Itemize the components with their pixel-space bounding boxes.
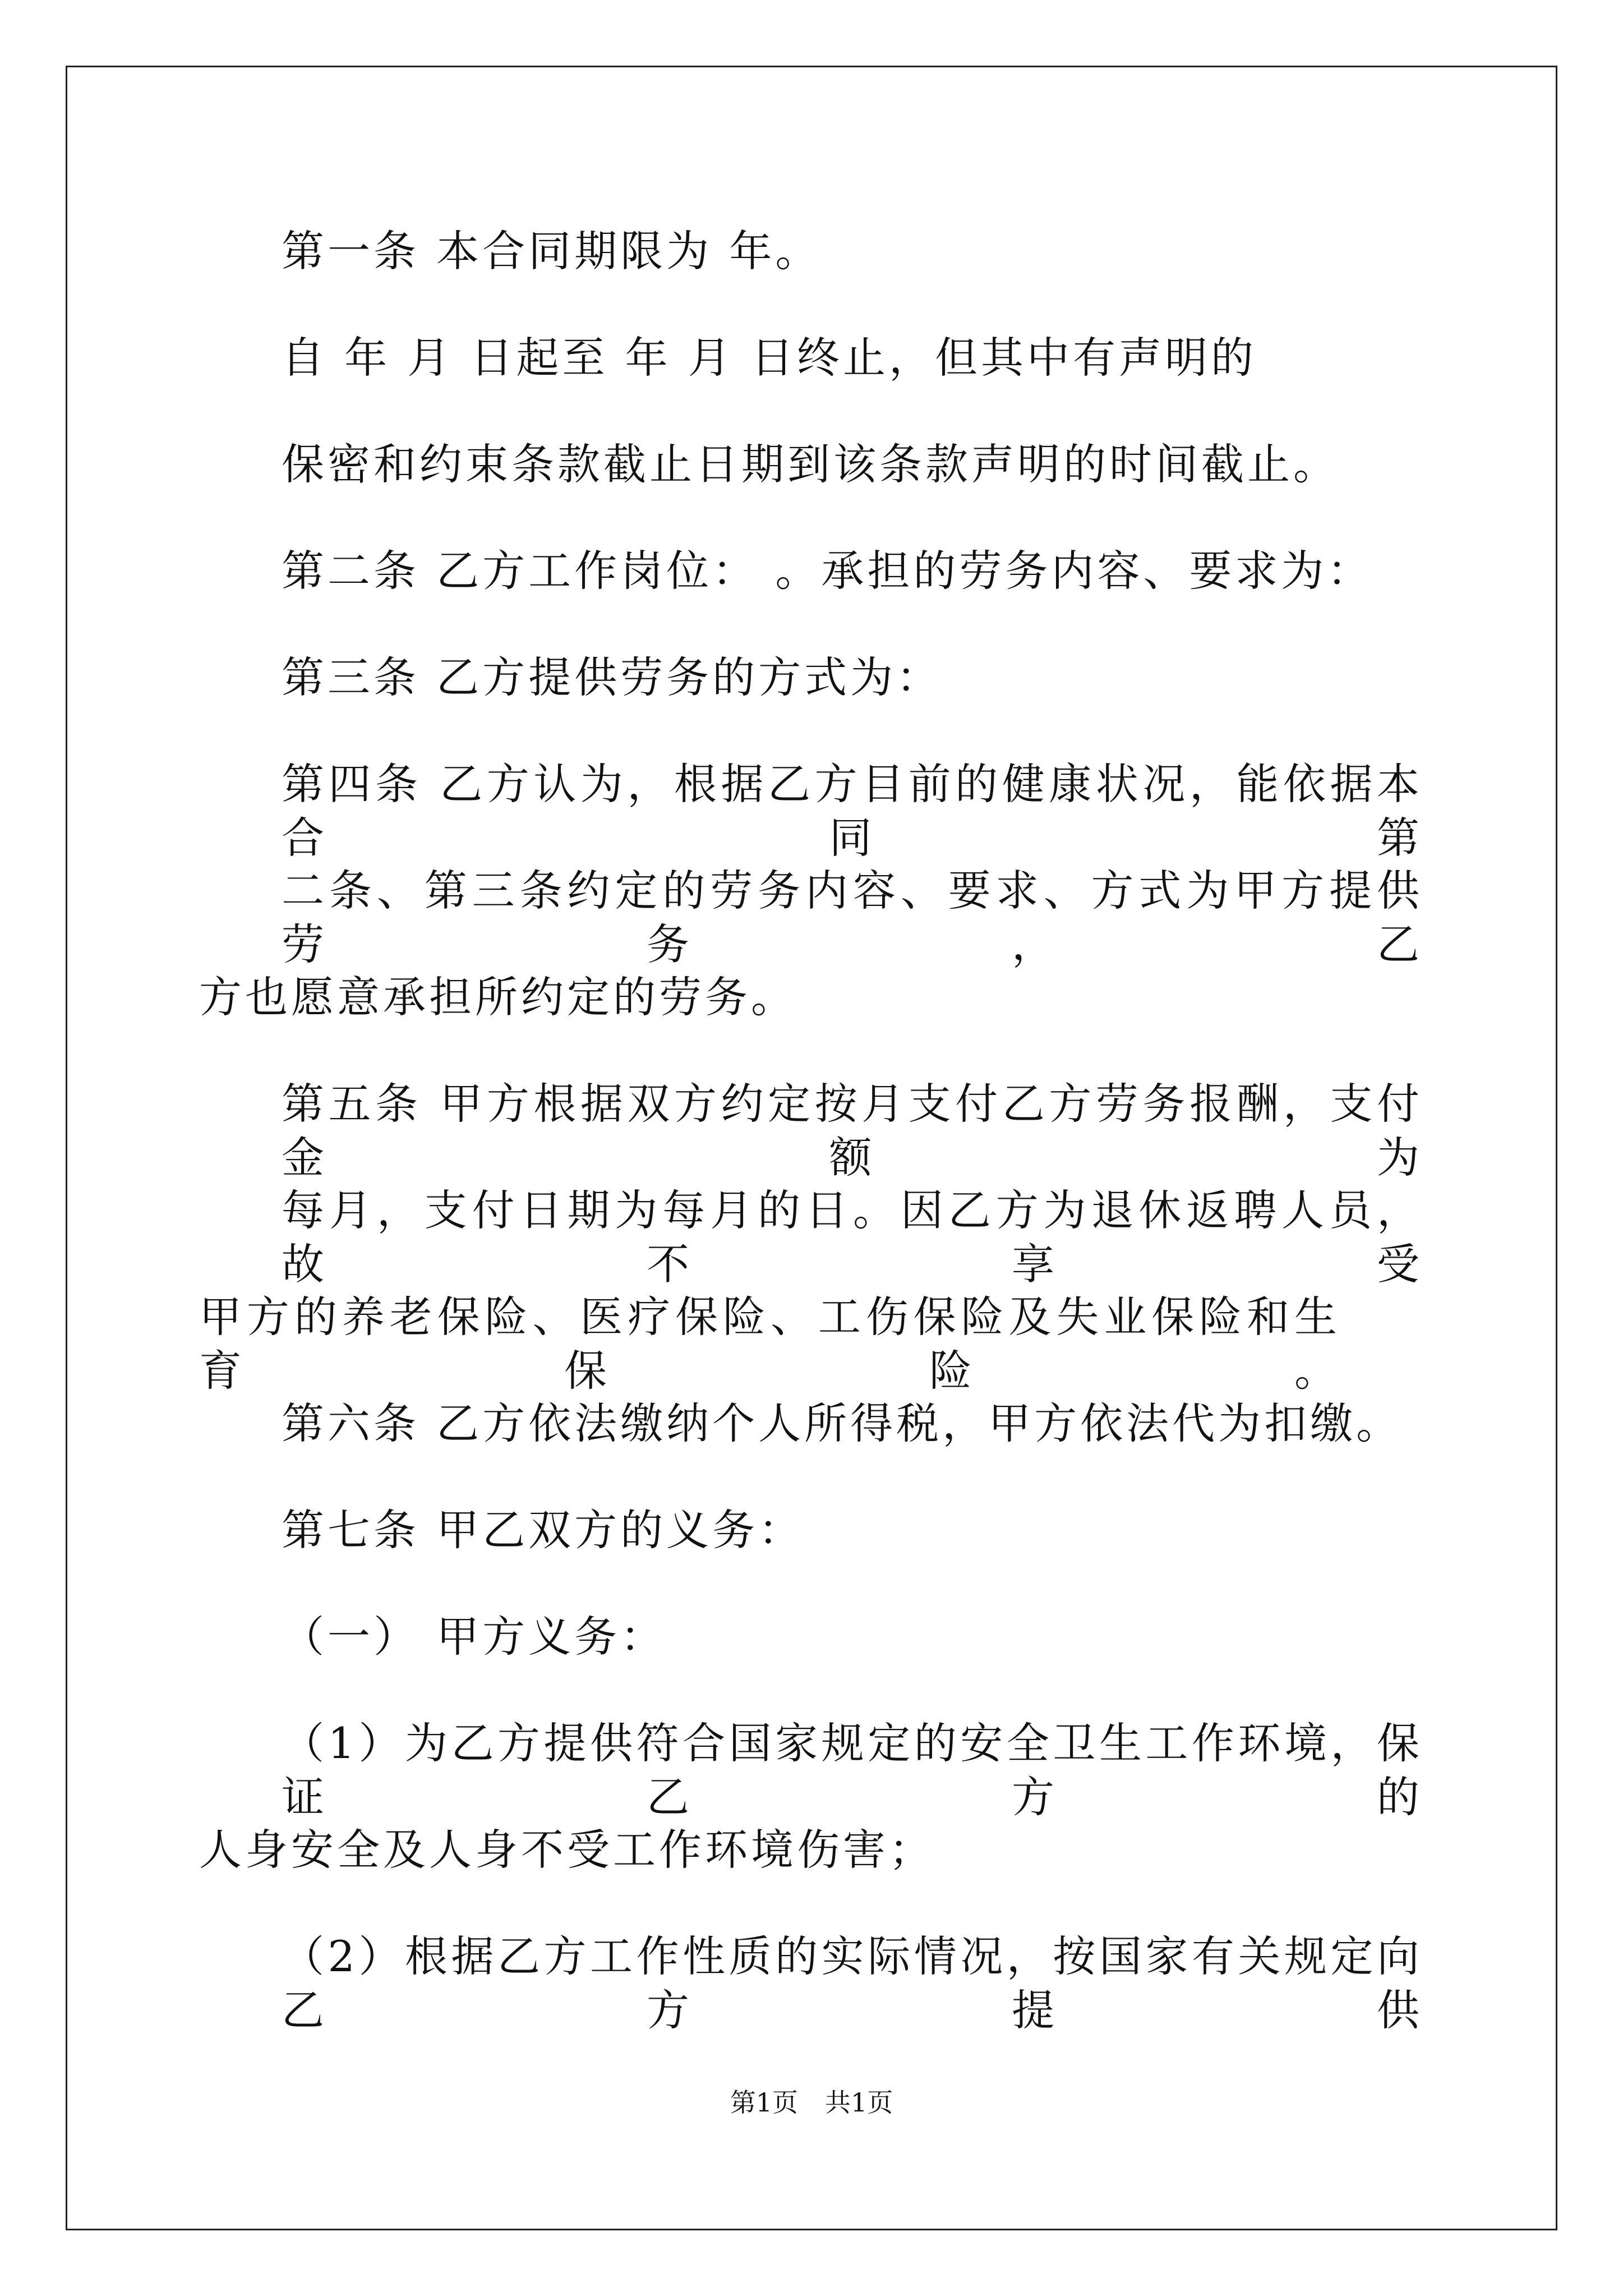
page-number: 第1页 — [730, 2087, 798, 2118]
text-line: （1）为乙方提供符合国家规定的安全卫生工作环境，保证乙方的 — [282, 1718, 1423, 1822]
page-footer — [0, 2086, 1623, 2119]
text-line: 二条、第三条约定的劳务内容、要求、方式为甲方提供劳务，乙 — [282, 866, 1423, 969]
text-line: 甲方的养老保险、医疗保险、工伤保险及失业保险和生育保险。 — [199, 1292, 1340, 1396]
text-line: 第七条 甲乙双方的义务： — [282, 1505, 805, 1555]
page-total: 共1页 — [825, 2087, 893, 2118]
text-line: （2）根据乙方工作性质的实际情况，按国家有关规定向乙方提供 — [282, 1931, 1423, 2035]
text-line: （一） 甲方义务： — [282, 1612, 667, 1662]
text-line: 第六条 乙方依法缴纳个人所得税，甲方依法代为扣缴。 — [282, 1398, 1403, 1448]
text-line: 自 年 月 日起至 年 月 日终止，但其中有声明的 — [282, 333, 1257, 383]
text-line: 第三条 乙方提供劳务的方式为： — [282, 652, 943, 702]
text-line: 方也愿意承担所约定的劳务。 — [199, 972, 797, 1022]
text-line: 第一条 本合同期限为 年。 — [282, 226, 822, 276]
text-line: 保密和约束条款截止日期到该条款声明的时间截止。 — [282, 439, 1339, 489]
text-line: 第四条 乙方认为，根据乙方目前的健康状况，能依据本合同第 — [282, 759, 1423, 863]
text-line: 每月，支付日期为每月的日。因乙方为退休返聘人员，故不享受 — [282, 1185, 1423, 1289]
text-line: 第二条 乙方工作岗位： 。承担的劳务内容、要求为： — [282, 546, 1373, 596]
text-line: 人身安全及人身不受工作环境伤害； — [199, 1825, 935, 1875]
text-line: 第五条 甲方根据双方约定按月支付乙方劳务报酬，支付金额为 — [282, 1079, 1423, 1182]
